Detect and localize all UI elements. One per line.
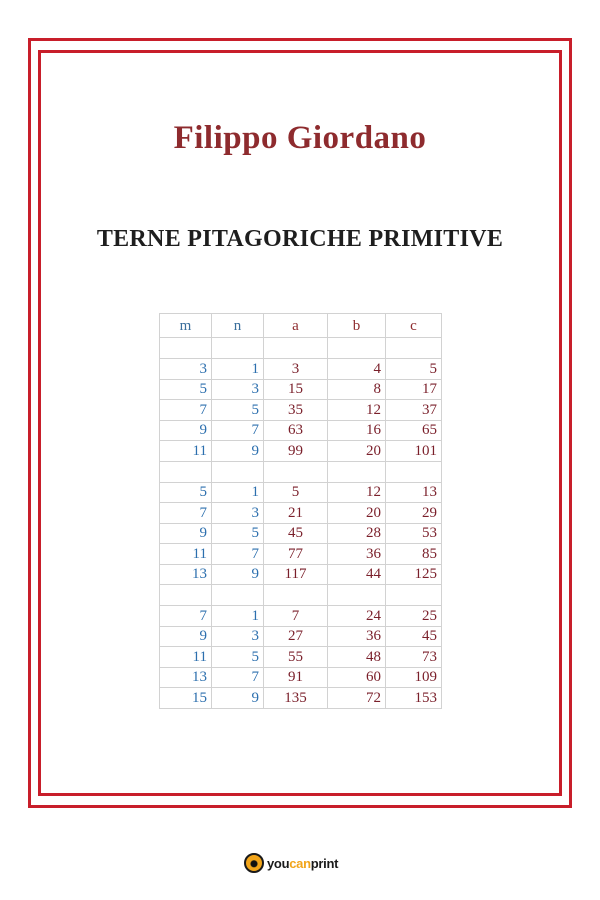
cell-b: 36 [328,544,386,565]
cell-m: 15 [160,688,212,709]
cell-c: 109 [386,667,442,688]
youcanprint-logo-icon [244,853,264,873]
table-row [160,359,442,380]
author-name: Filippo Giordano [173,120,427,156]
cell-b: 16 [328,420,386,441]
cell-c: 45 [386,626,442,647]
cell-m: 11 [160,544,212,565]
table-row [160,441,442,462]
cell-c: 17 [386,379,442,400]
cell-a: 5 [264,482,328,503]
spacer-cell [212,338,264,359]
header-m: m [160,314,212,338]
cell-c: 37 [386,400,442,421]
cell-b: 72 [328,688,386,709]
cell-m: 5 [160,379,212,400]
cell-m: 13 [160,564,212,585]
cell-m: 7 [160,400,212,421]
table-row [160,626,442,647]
cell-m: 7 [160,606,212,627]
publisher-name-suffix: print [310,855,339,871]
cell-m: 9 [160,420,212,441]
cell-a: 27 [264,626,328,647]
spacer-cell [386,338,442,359]
cell-b: 20 [328,503,386,524]
cell-n: 5 [212,647,264,668]
cell-b: 12 [328,482,386,503]
spacer-cell [328,461,386,482]
cell-a: 91 [264,667,328,688]
cell-n: 1 [212,359,264,380]
table-row [160,503,442,524]
cell-c: 29 [386,503,442,524]
cell-a: 55 [264,647,328,668]
cell-a: 77 [264,544,328,565]
cell-a: 21 [264,503,328,524]
cell-b: 60 [328,667,386,688]
spacer-cell [160,338,212,359]
cell-m: 7 [160,503,212,524]
spacer-cell [160,461,212,482]
spacer-cell [328,338,386,359]
cell-a: 99 [264,441,328,462]
publisher-name-accent: can [289,855,311,871]
cell-m: 11 [160,647,212,668]
cell-n: 7 [212,420,264,441]
table-row [160,688,442,709]
table-row [160,523,442,544]
cell-a: 117 [264,564,328,585]
cell-m: 13 [160,667,212,688]
publisher-logo [244,848,374,878]
cell-n: 9 [212,688,264,709]
cell-n: 1 [212,482,264,503]
publisher-name [267,856,338,871]
spacer-cell [386,461,442,482]
cell-m: 9 [160,626,212,647]
table-header-row [160,314,442,338]
cell-n: 3 [212,626,264,647]
header-n: n [212,314,264,338]
spacer-cell [386,585,442,606]
table-row [160,482,442,503]
cell-m: 11 [160,441,212,462]
cell-a: 135 [264,688,328,709]
table-row [160,564,442,585]
spacer-cell [212,585,264,606]
cell-c: 25 [386,606,442,627]
cell-n: 9 [212,441,264,462]
table-spacer-row [160,338,442,359]
header-b: b [328,314,386,338]
cell-a: 15 [264,379,328,400]
table-row [160,606,442,627]
cell-b: 12 [328,400,386,421]
cell-m: 3 [160,359,212,380]
cell-c: 65 [386,420,442,441]
cell-a: 45 [264,523,328,544]
pythagorean-triples-table [159,313,442,709]
cell-a: 7 [264,606,328,627]
book-title: TERNE PITAGORICHE PRIMITIVE [96,226,504,252]
cell-n: 3 [212,379,264,400]
cell-c: 5 [386,359,442,380]
table-body [160,338,442,709]
cell-b: 44 [328,564,386,585]
cell-b: 24 [328,606,386,627]
cell-c: 125 [386,564,442,585]
cell-n: 5 [212,523,264,544]
table-row [160,400,442,421]
cell-c: 101 [386,441,442,462]
spacer-cell [264,338,328,359]
cell-n: 3 [212,503,264,524]
cell-b: 8 [328,379,386,400]
cell-n: 9 [212,564,264,585]
cell-b: 36 [328,626,386,647]
spacer-cell [212,461,264,482]
spacer-cell [264,461,328,482]
cell-c: 85 [386,544,442,565]
cell-b: 48 [328,647,386,668]
spacer-cell [160,585,212,606]
cell-a: 3 [264,359,328,380]
publisher-name-prefix: you [267,855,290,871]
cell-b: 20 [328,441,386,462]
header-c: c [386,314,442,338]
table-row [160,420,442,441]
cell-n: 7 [212,667,264,688]
spacer-cell [264,585,328,606]
cell-n: 1 [212,606,264,627]
header-a: a [264,314,328,338]
table-row [160,379,442,400]
cell-m: 9 [160,523,212,544]
table-row [160,667,442,688]
cell-n: 7 [212,544,264,565]
cell-b: 4 [328,359,386,380]
cell-b: 28 [328,523,386,544]
cell-c: 73 [386,647,442,668]
table-spacer-row [160,585,442,606]
table-row [160,647,442,668]
cell-n: 5 [212,400,264,421]
cell-c: 153 [386,688,442,709]
cell-a: 63 [264,420,328,441]
table-row [160,544,442,565]
cell-c: 53 [386,523,442,544]
table-spacer-row [160,461,442,482]
cell-c: 13 [386,482,442,503]
cell-m: 5 [160,482,212,503]
cell-a: 35 [264,400,328,421]
spacer-cell [328,585,386,606]
